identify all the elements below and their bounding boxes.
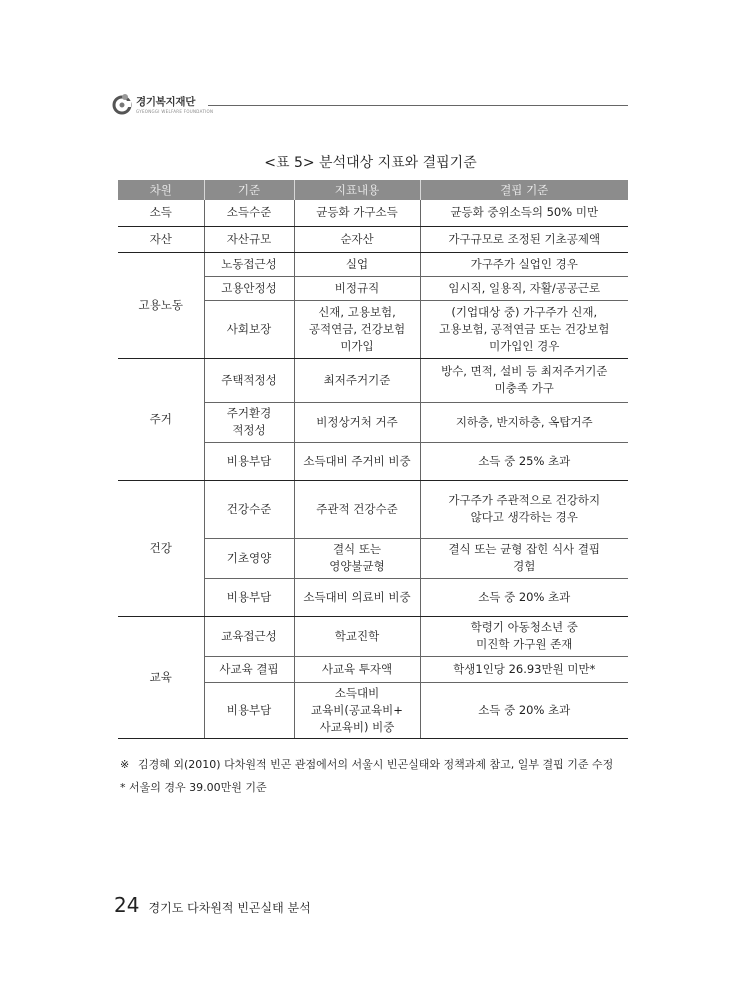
dimension-cell: 소득 — [118, 200, 204, 226]
table-row — [118, 616, 628, 656]
threshold-cell: (기업대상 중) 가구주가 신재, 고용보험, 공적연금 또는 건강보험 미가입인 경우 — [420, 300, 628, 358]
dimension-cell: 고용노동 — [118, 252, 204, 358]
source-note — [120, 754, 632, 775]
source-note-text: 김경혜 외(2010) 다차원적 빈곤 관점에서의 서울시 빈곤실태와 정책과제 참고, 일부 결핍 기준 수정 — [138, 758, 614, 771]
table-title: <표 5> 분석대상 지표와 결핍기준 — [264, 155, 477, 171]
criterion-cell: 주거환경 적정성 — [204, 402, 294, 442]
dimension-cell: 건강 — [118, 480, 204, 616]
threshold-cell: 가구주가 주관적으로 건강하지 않다고 생각하는 경우 — [420, 480, 628, 538]
threshold-cell: 가구주가 실업인 경우 — [420, 252, 628, 276]
dimension-cell: 자산 — [118, 226, 204, 252]
running-header — [112, 90, 628, 120]
table-row — [118, 480, 628, 538]
threshold-cell: 소득 중 20% 초과 — [420, 682, 628, 738]
footnote-star: * 서울의 경우 39.00만원 기준 — [120, 781, 267, 794]
footer-title: 경기도 다차원적 빈곤실태 분석 — [148, 901, 311, 915]
indicator-table — [118, 180, 628, 739]
indicator-cell: 사교육 투자액 — [294, 656, 420, 682]
table-row — [118, 252, 628, 276]
indicator-cell: 소득대비 의료비 비중 — [294, 578, 420, 616]
threshold-cell: 소득 중 25% 초과 — [420, 442, 628, 480]
table-row — [118, 226, 628, 252]
threshold-cell: 방수, 면적, 설비 등 최저주거기준 미충족 가구 — [420, 358, 628, 402]
col-header-threshold: 결핍 기준 — [420, 180, 628, 200]
col-header-dimension: 차원 — [118, 180, 204, 200]
indicator-cell: 비정상거처 거주 — [294, 402, 420, 442]
criterion-cell: 사교육 결핍 — [204, 656, 294, 682]
foundation-logo-icon — [112, 92, 134, 116]
indicator-cell: 비정규직 — [294, 276, 420, 300]
indicator-cell: 주관적 건강수준 — [294, 480, 420, 538]
criterion-cell: 노동접근성 — [204, 252, 294, 276]
indicator-cell: 결식 또는 영양불균형 — [294, 538, 420, 578]
criterion-cell: 소득수준 — [204, 200, 294, 226]
col-header-criterion: 기준 — [204, 180, 294, 200]
criterion-cell: 비용부담 — [204, 578, 294, 616]
threshold-cell: 결식 또는 균형 잡힌 식사 결핍 경험 — [420, 538, 628, 578]
indicator-cell: 소득대비 주거비 비중 — [294, 442, 420, 480]
threshold-cell: 지하층, 반지하층, 옥탑거주 — [420, 402, 628, 442]
criterion-cell: 기초영양 — [204, 538, 294, 578]
page-number: 24 — [114, 893, 140, 917]
page-footer — [114, 893, 311, 917]
threshold-cell: 균등화 중위소득의 50% 미만 — [420, 200, 628, 226]
indicator-cell: 균등화 가구소득 — [294, 200, 420, 226]
criterion-cell: 주택적정성 — [204, 358, 294, 402]
criterion-cell: 자산규모 — [204, 226, 294, 252]
criterion-cell: 비용부담 — [204, 682, 294, 738]
col-header-indicator: 지표내용 — [294, 180, 420, 200]
org-name: 경기복지재단 — [136, 96, 196, 108]
table-row — [118, 200, 628, 226]
table-notes — [120, 754, 632, 797]
threshold-cell: 소득 중 20% 초과 — [420, 578, 628, 616]
indicator-cell: 소득대비 교육비(공교육비+ 사교육비) 비중 — [294, 682, 420, 738]
criterion-cell: 비용부담 — [204, 442, 294, 480]
threshold-cell: 학생1인당 26.93만원 미만* — [420, 656, 628, 682]
criterion-cell: 교육접근성 — [204, 616, 294, 656]
threshold-cell: 임시직, 일용직, 자활/공공근로 — [420, 276, 628, 300]
indicator-cell: 학교진학 — [294, 616, 420, 656]
indicator-cell: 실업 — [294, 252, 420, 276]
criterion-cell: 건강수준 — [204, 480, 294, 538]
indicator-cell: 신재, 고용보험, 공적연금, 건강보험 미가입 — [294, 300, 420, 358]
threshold-cell: 가구규모로 조정된 기초공제액 — [420, 226, 628, 252]
header-rule — [208, 105, 628, 106]
criterion-cell: 사회보장 — [204, 300, 294, 358]
threshold-cell: 학령기 아동청소년 중 미진학 가구원 존재 — [420, 616, 628, 656]
table-header-row — [118, 180, 628, 200]
dimension-cell: 주거 — [118, 358, 204, 480]
indicator-cell: 순자산 — [294, 226, 420, 252]
org-sub: GYEONGGI WELFARE FOUNDATION — [136, 109, 214, 114]
criterion-cell: 고용안정성 — [204, 276, 294, 300]
indicator-cell: 최저주거기준 — [294, 358, 420, 402]
dimension-cell: 교육 — [118, 616, 204, 738]
table-row — [118, 358, 628, 402]
note-mark: ※ — [120, 758, 130, 771]
